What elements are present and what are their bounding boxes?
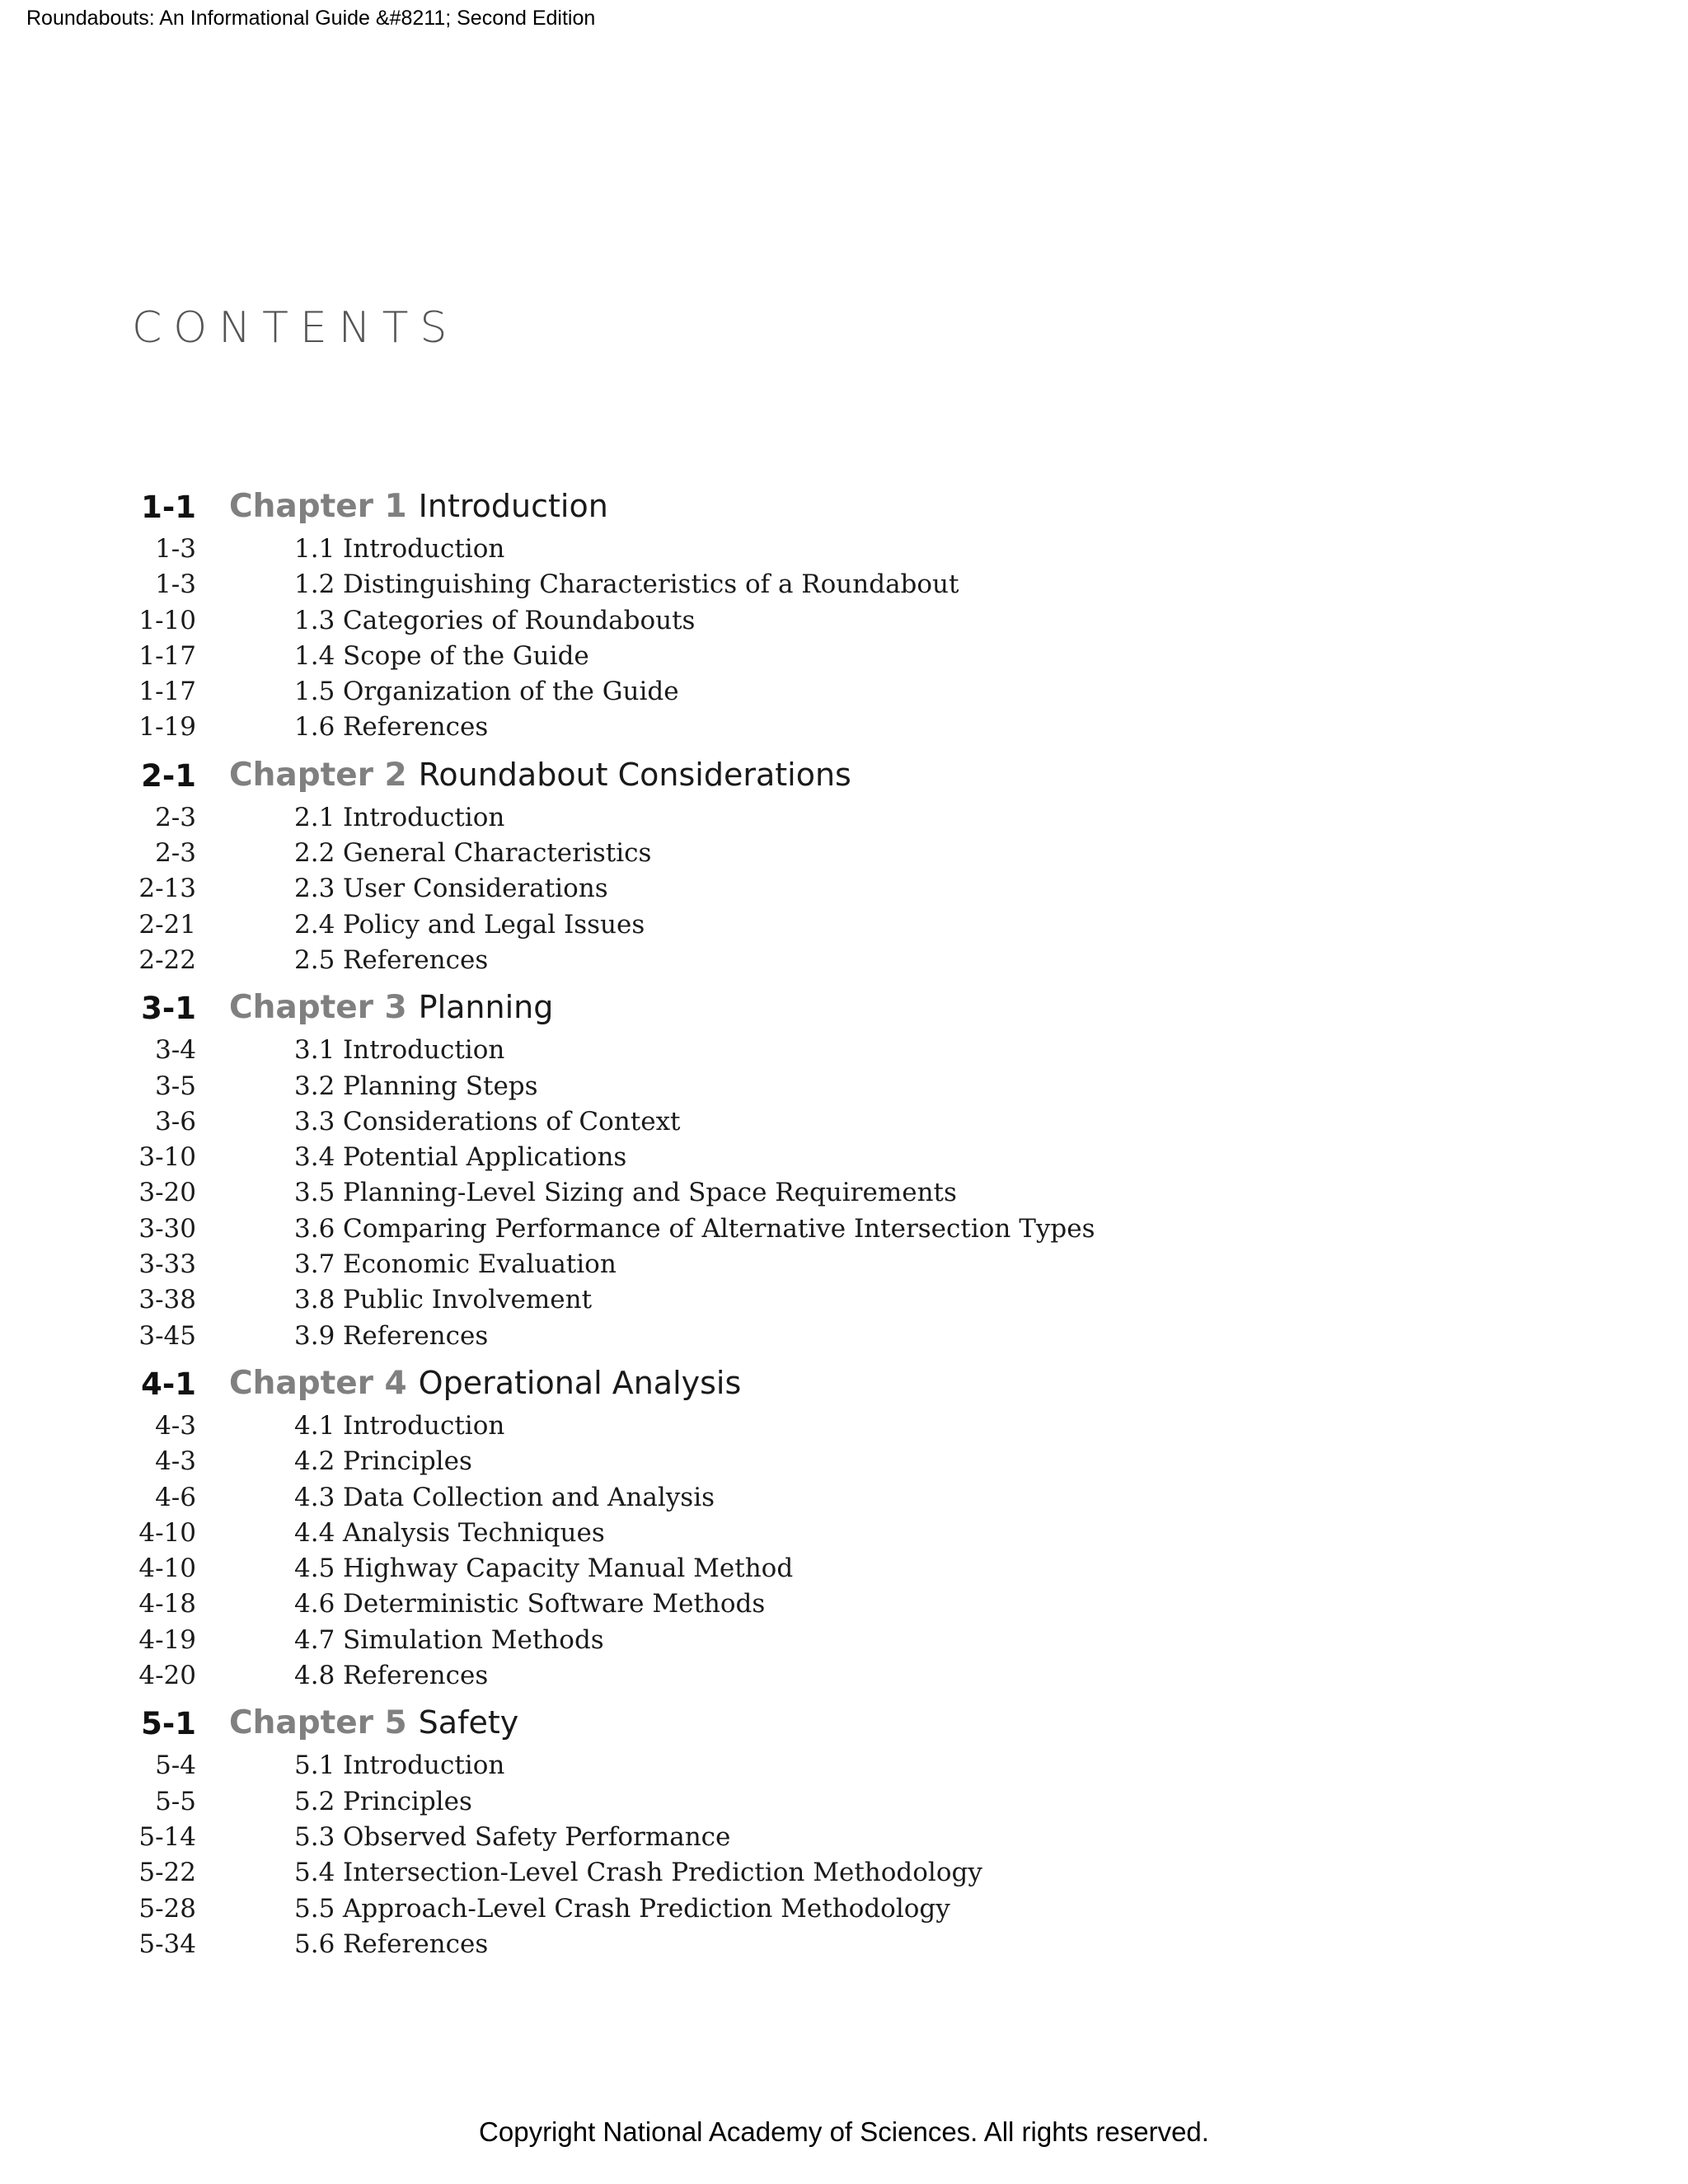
toc-section-row[interactable] <box>0 606 1688 641</box>
section-title: Organization of the Guide <box>343 677 679 707</box>
section-number: 3.2 <box>294 1071 335 1101</box>
section-page-number: 3-45 <box>138 1320 196 1351</box>
copyright-footer: Copyright National Academy of Sciences. All rights reserved. <box>479 2116 1209 2147</box>
section-title: Introduction <box>343 802 505 832</box>
section-number: 3.9 <box>294 1320 335 1351</box>
section-page-number: 4-3 <box>155 1410 196 1441</box>
section-number: 4.1 <box>294 1410 335 1441</box>
chapter-title: Roundabout Considerations <box>418 756 851 793</box>
chapter-title: Operational Analysis <box>418 1364 742 1401</box>
section-title: Considerations of Context <box>343 1106 681 1137</box>
section-number: 5.4 <box>294 1858 335 1888</box>
section-title: Categories of Roundabouts <box>343 605 696 635</box>
toc-section-row[interactable] <box>0 1518 1688 1554</box>
section-title: Data Collection and Analysis <box>343 1482 715 1512</box>
section-page-number: 2-21 <box>138 909 196 940</box>
section-title: Distinguishing Characteristics of a Roundabout <box>343 569 959 600</box>
toc-chapter <box>0 989 1688 1357</box>
toc-chapter-row[interactable] <box>0 1704 1688 1750</box>
section-title: Introduction <box>343 1035 505 1066</box>
section-title: References <box>343 712 489 743</box>
section-title: Deterministic Software Methods <box>343 1589 766 1619</box>
section-page-number: 5-22 <box>138 1858 196 1888</box>
section-page-number: 1-19 <box>138 712 196 743</box>
chapter-number-label: Chapter 5 <box>229 1704 407 1742</box>
toc-section-row[interactable] <box>0 874 1688 909</box>
section-page-number: 4-10 <box>138 1517 196 1548</box>
toc-section-row[interactable] <box>0 1822 1688 1858</box>
section-title: Principles <box>343 1446 472 1477</box>
section-page-number: 2-13 <box>138 874 196 904</box>
section-number: 2.2 <box>294 838 335 869</box>
toc-chapter-row[interactable] <box>0 757 1688 803</box>
section-number: 3.6 <box>294 1213 335 1244</box>
section-page-number: 2-3 <box>155 838 196 869</box>
toc-section-row[interactable] <box>0 677 1688 712</box>
section-page-number: 3-30 <box>138 1213 196 1244</box>
section-title: References <box>343 1320 489 1351</box>
section-title: Observed Safety Performance <box>343 1821 731 1852</box>
section-page-number: 1-10 <box>138 605 196 635</box>
section-page-number: 4-10 <box>138 1554 196 1584</box>
chapter-page-number: 5-1 <box>141 1706 196 1742</box>
section-number: 3.4 <box>294 1142 335 1173</box>
section-title: Comparing Performance of Alternative Intersection Types <box>343 1213 1095 1244</box>
toc-section-row[interactable] <box>0 534 1688 569</box>
toc-section-row[interactable] <box>0 1787 1688 1822</box>
toc-chapter <box>0 757 1688 981</box>
toc-section-row[interactable] <box>0 712 1688 748</box>
toc-section-row[interactable] <box>0 1894 1688 1929</box>
section-page-number: 4-19 <box>138 1624 196 1655</box>
toc-section-row[interactable] <box>0 1625 1688 1661</box>
toc-section-row[interactable] <box>0 1750 1688 1786</box>
section-page-number: 1-3 <box>155 569 196 600</box>
section-number: 5.3 <box>294 1821 335 1852</box>
toc-section-row[interactable] <box>0 1483 1688 1518</box>
section-title: Public Involvement <box>343 1285 593 1315</box>
section-title: General Characteristics <box>343 838 652 869</box>
section-number: 3.7 <box>294 1249 335 1280</box>
section-number: 1.6 <box>294 712 335 743</box>
section-number: 1.2 <box>294 569 335 600</box>
section-page-number: 3-5 <box>155 1071 196 1101</box>
toc-chapter-row[interactable] <box>0 1365 1688 1411</box>
toc-section-row[interactable] <box>0 1071 1688 1107</box>
section-page-number: 5-14 <box>138 1821 196 1852</box>
chapter-title: Safety <box>418 1704 519 1741</box>
section-page-number: 4-18 <box>138 1589 196 1619</box>
section-number: 1.5 <box>294 677 335 707</box>
section-page-number: 4-6 <box>155 1482 196 1512</box>
table-of-contents <box>0 488 1688 1973</box>
toc-section-row[interactable] <box>0 569 1688 605</box>
section-page-number: 5-4 <box>155 1750 196 1781</box>
toc-section-row[interactable] <box>0 838 1688 874</box>
chapter-label <box>229 989 553 1026</box>
section-page-number: 5-28 <box>138 1893 196 1924</box>
section-number: 2.4 <box>294 909 335 940</box>
section-number: 4.8 <box>294 1661 335 1691</box>
section-page-number: 4-20 <box>138 1661 196 1691</box>
section-number: 5.1 <box>294 1750 335 1781</box>
section-page-number: 3-6 <box>155 1106 196 1137</box>
section-title: Introduction <box>343 534 505 564</box>
chapter-label <box>229 488 608 525</box>
section-page-number: 3-10 <box>138 1142 196 1173</box>
section-title: Simulation Methods <box>343 1624 604 1655</box>
section-number: 3.5 <box>294 1178 335 1208</box>
section-title: Introduction <box>343 1410 505 1441</box>
toc-section-row[interactable] <box>0 1249 1688 1285</box>
section-page-number: 4-3 <box>155 1446 196 1477</box>
chapter-page-number: 4-1 <box>141 1366 196 1402</box>
running-header: Roundabouts: An Informational Guide &#8211; Second Edition <box>26 7 596 30</box>
section-title: User Considerations <box>343 874 608 904</box>
section-number: 4.2 <box>294 1446 335 1477</box>
section-page-number: 3-33 <box>138 1249 196 1280</box>
section-title: Planning-Level Sizing and Space Requirements <box>343 1178 957 1208</box>
section-page-number: 1-3 <box>155 534 196 564</box>
section-title: References <box>343 944 489 975</box>
section-title: Principles <box>343 1786 472 1816</box>
toc-section-row[interactable] <box>0 1554 1688 1589</box>
toc-section-row[interactable] <box>0 1858 1688 1893</box>
chapter-title: Planning <box>418 989 554 1026</box>
toc-chapter <box>0 1704 1688 1965</box>
section-title: References <box>343 1929 489 1959</box>
chapter-label <box>229 1704 518 1741</box>
chapter-number-label: Chapter 4 <box>229 1364 407 1402</box>
section-title: Potential Applications <box>343 1142 627 1173</box>
section-title: Policy and Legal Issues <box>343 909 645 940</box>
chapter-label <box>229 1365 741 1402</box>
section-number: 4.5 <box>294 1554 335 1584</box>
chapter-page-number: 3-1 <box>141 991 196 1027</box>
toc-section-row[interactable] <box>0 803 1688 838</box>
section-title: Highway Capacity Manual Method <box>343 1554 794 1584</box>
toc-chapter-row[interactable] <box>0 989 1688 1035</box>
chapter-number-label: Chapter 1 <box>229 488 407 525</box>
toc-section-row[interactable] <box>0 641 1688 677</box>
toc-chapter-row[interactable] <box>0 488 1688 534</box>
section-number: 4.4 <box>294 1517 335 1548</box>
toc-section-row[interactable] <box>0 910 1688 945</box>
section-number: 5.2 <box>294 1786 335 1816</box>
section-title: Approach-Level Crash Prediction Methodology <box>343 1893 950 1924</box>
section-page-number: 3-20 <box>138 1178 196 1208</box>
section-number: 3.1 <box>294 1035 335 1066</box>
chapter-label <box>229 757 851 794</box>
section-number: 5.6 <box>294 1929 335 1959</box>
section-number: 3.3 <box>294 1106 335 1137</box>
section-number: 1.4 <box>294 640 335 671</box>
toc-section-row[interactable] <box>0 1214 1688 1249</box>
toc-section-row[interactable] <box>0 1446 1688 1482</box>
section-title: Analysis Techniques <box>343 1517 605 1548</box>
toc-section-row[interactable] <box>0 1411 1688 1446</box>
toc-chapter <box>0 1365 1688 1696</box>
chapter-number-label: Chapter 3 <box>229 989 407 1027</box>
toc-section-row[interactable] <box>0 1661 1688 1696</box>
section-page-number: 3-38 <box>138 1285 196 1315</box>
section-number: 4.7 <box>294 1624 335 1655</box>
section-title: Scope of the Guide <box>343 640 589 671</box>
section-page-number: 2-3 <box>155 802 196 832</box>
chapter-number-label: Chapter 2 <box>229 756 407 794</box>
section-page-number: 5-34 <box>138 1929 196 1959</box>
toc-section-row[interactable] <box>0 1107 1688 1142</box>
section-title: Introduction <box>343 1750 505 1781</box>
page-title: CONTENTS <box>132 303 459 353</box>
section-page-number: 2-22 <box>138 944 196 975</box>
section-title: Intersection-Level Crash Prediction Methodology <box>343 1858 982 1888</box>
toc-section-row[interactable] <box>0 1589 1688 1624</box>
toc-section-row[interactable] <box>0 945 1688 981</box>
section-number: 2.3 <box>294 874 335 904</box>
toc-chapter <box>0 488 1688 748</box>
section-number: 3.8 <box>294 1285 335 1315</box>
section-page-number: 1-17 <box>138 677 196 707</box>
section-number: 2.1 <box>294 802 335 832</box>
section-title: Planning Steps <box>343 1071 538 1101</box>
toc-section-row[interactable] <box>0 1178 1688 1213</box>
toc-section-row[interactable] <box>0 1285 1688 1320</box>
section-number: 1.3 <box>294 605 335 635</box>
toc-section-row[interactable] <box>0 1142 1688 1178</box>
section-page-number: 1-17 <box>138 640 196 671</box>
section-number: 4.6 <box>294 1589 335 1619</box>
section-page-number: 3-4 <box>155 1035 196 1066</box>
toc-section-row[interactable] <box>0 1321 1688 1357</box>
section-number: 2.5 <box>294 944 335 975</box>
section-number: 4.3 <box>294 1482 335 1512</box>
chapter-page-number: 1-1 <box>141 490 196 525</box>
chapter-page-number: 2-1 <box>141 757 196 794</box>
section-number: 1.1 <box>294 534 335 564</box>
section-number: 5.5 <box>294 1893 335 1924</box>
section-title: References <box>343 1661 489 1691</box>
section-title: Economic Evaluation <box>343 1249 617 1280</box>
toc-section-row[interactable] <box>0 1035 1688 1071</box>
chapter-title: Introduction <box>418 488 608 524</box>
section-page-number: 5-5 <box>155 1786 196 1816</box>
toc-section-row[interactable] <box>0 1929 1688 1965</box>
